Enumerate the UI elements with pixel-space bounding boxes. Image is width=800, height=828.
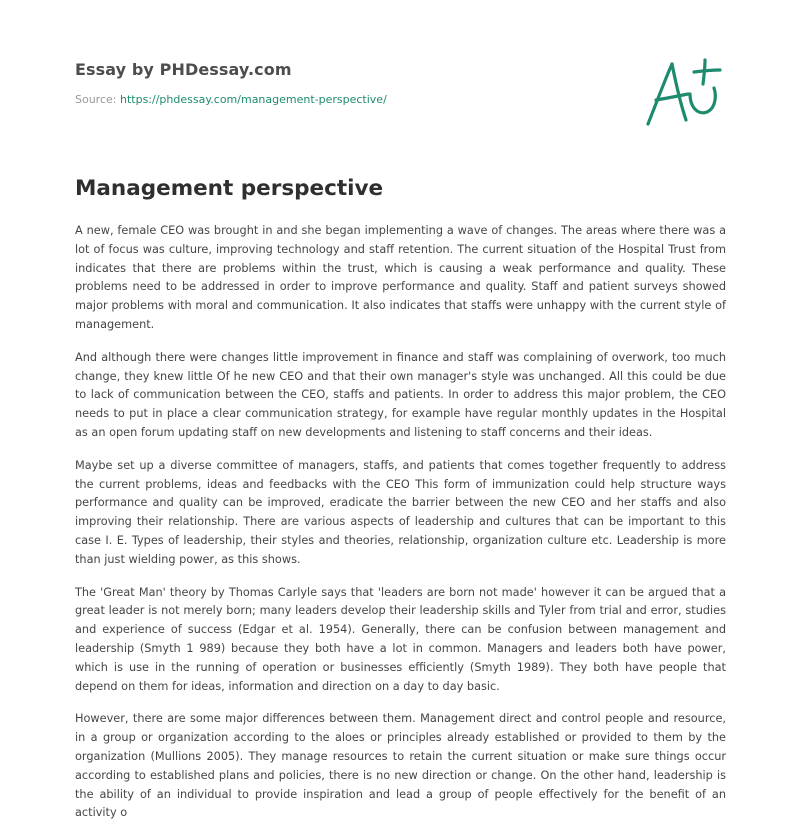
- a-plus-logo-icon: [642, 54, 732, 132]
- paragraph: Maybe set up a diverse committee of managers, staffs, and patients that comes together frequently to address the current problems, ideas and feedbacks with the CEO This form of immunization could help structure ways performance and quality can be improved, eradicate the barrier between the new CEO and her staffs and also improving their relationship. There are various aspects of leadership and cultures that can be important to this case I. E. Types of leadership, their styles and theories, relationship, organization culture etc. Leadership is more than just wielding power, as this shows.: [75, 458, 726, 566]
- essay-title: Management perspective: [75, 176, 384, 201]
- header: [75, 60, 635, 106]
- paragraph: And although there were changes little improvement in finance and staff was complaining of overwork, too much change, they knew little Of he new CEO and that their own manager's style was unchanged. All this could be due to lack of communication between the CEO, staffs and patients. In order to address this major problem, the CEO needs to put in place a clear communication strategy, for example have regular monthly updates in the Hospital as an open forum updating staff on new developments and listening to staff concerns and their ideas.: [75, 350, 726, 439]
- paragraph: However, there are some major differences between them. Management direct and control people and resource, in a group or organization according to the aloes or principles already established or provided to them by the organization (Mullions 2005). They manage resources to retain the current situation or make sure things occur according to established plans and policies, there is no new direction or change. On the other hand, leadership is the ability of an individual to provide inspiration and lead a group of people effectively for the benefit of an activity o: [75, 712, 726, 820]
- site-title: Essay by PHDessay.com: [75, 60, 292, 79]
- paragraph: A new, female CEO was brought in and she began implementing a wave of changes. The areas where there was a lot of focus was culture, improving technology and staff retention. The current situation of the Hospital Trust from indicates that there are problems within the trust, which is causing a weak performance and quality. These problems need to be addressed in order to improve performance and quality. Staff and patient surveys showed major problems with moral and communication. It also indicates that staffs were unhappy with the current style of management.: [75, 224, 726, 331]
- essay-body: [75, 222, 726, 828]
- paragraph: The 'Great Man' theory by Thomas Carlyle says that 'leaders are born not made' however it can be argued that a great leader is not merely born; many leaders develop their leadership skills and Tyler from trial and error, studies and experience of success (Edgar et al. 1954). Generally, there can be confusion between management and leadership (Smyth 1 989) because they both have a lot in common. Managers and leaders both have power, which is use in the running of operation or businesses efficiently (Smyth 1989). They both have people that depend on them for ideas, information and direction on a day to day basic.: [75, 585, 726, 693]
- source-link[interactable]: https://phdessay.com/management-perspective/: [120, 93, 387, 106]
- source-line: [75, 93, 635, 106]
- source-label: Source:: [75, 93, 117, 106]
